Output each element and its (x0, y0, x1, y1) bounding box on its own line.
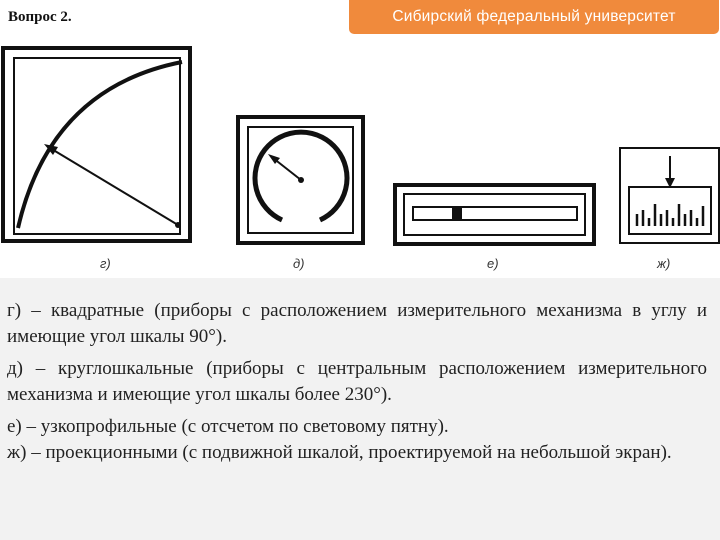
caption-e: е) (487, 256, 499, 271)
square-instrument-drawing (3, 48, 190, 241)
caption-zh: ж) (657, 256, 671, 271)
narrow-profile-instrument-drawing (395, 185, 594, 244)
projection-instrument-drawing (620, 148, 719, 243)
instrument-types-figure (0, 38, 720, 278)
instrument-drawings (0, 38, 720, 278)
caption-g: г) (100, 256, 111, 271)
caption-d: д) (293, 256, 305, 271)
paragraph-zh: ж) – проекционными (с подвижной шкалой, проектируемой на небольшой экран). (7, 442, 672, 463)
description-text-block (0, 278, 720, 540)
slide-title: Вопрос 2. (8, 9, 72, 25)
round-scale-instrument-drawing (238, 117, 363, 243)
paragraph-e: е) – узкопрофильные (с отсчетом по световому пятну). (7, 416, 449, 437)
paragraph-d: д) – круглошкальные (приборы с центральным расположением измерительного механизма и имеющие угол шкалы более 230°). (7, 358, 707, 405)
university-banner: Сибирский федеральный университет (349, 0, 719, 34)
paragraph-g: г) – квадратные (приборы с расположением измерительного механизма в углу и имеющие угол шкалы 90°). (7, 300, 707, 347)
